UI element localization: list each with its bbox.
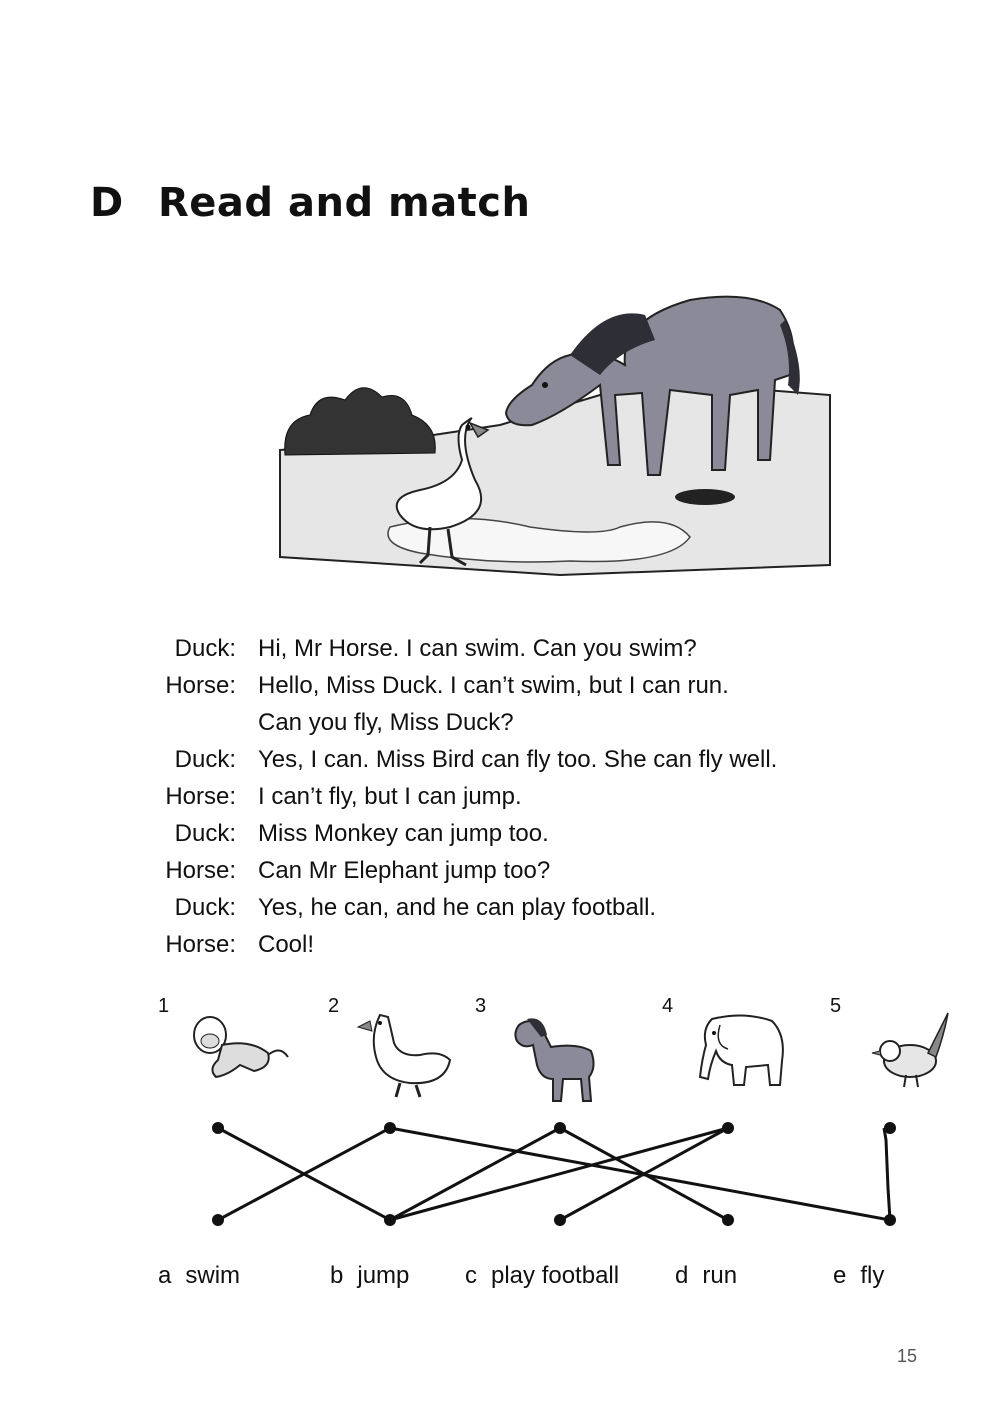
speech: Yes, I can. Miss Bird can fly too. She can fly well. [258,745,778,773]
match-line-horse-jump [390,1128,560,1220]
dialogue-line [150,741,910,778]
animal-dot [212,1122,224,1134]
monkey-icon [180,1005,290,1090]
speaker: Duck: [174,819,236,847]
animal-number: 2 [328,995,340,1017]
speaker: Horse: [165,856,236,884]
animal-pictures [150,995,950,1110]
speaker: Duck: [174,745,236,773]
speech: Can Mr Elephant jump too? [258,856,551,884]
action-letter: a [158,1262,172,1289]
match-line-elephant-football [560,1128,728,1220]
dialogue-line [150,667,910,704]
action-dot [722,1214,734,1226]
dialogue-line [150,852,910,889]
speaker: Duck: [174,893,236,921]
speech: Hi, Mr Horse. I can swim. Can you swim? [258,634,697,662]
match-line-duck-swim [218,1128,390,1220]
action-dot [384,1214,396,1226]
page-number: 15 [897,1346,918,1366]
section-heading: Read and match [158,180,531,226]
match-line-duck-fly [390,1128,890,1220]
action-item [158,1262,240,1290]
animal-number: 5 [830,995,842,1017]
speaker: Duck: [174,634,236,662]
dialogue-line [150,630,910,667]
action-labels [0,1262,1000,1292]
bush [285,388,436,455]
animal-dot [884,1122,896,1134]
match-line-elephant-jump [390,1128,728,1220]
speech: Cool! [258,930,315,958]
speech: Hello, Miss Duck. I can’t swim, but I can run. [258,671,729,699]
speech: Miss Monkey can jump too. [258,819,549,847]
bird-icon [852,1005,962,1095]
dialogue-line [150,704,910,741]
animal-number: 4 [662,995,674,1017]
action-label: swim [185,1262,241,1289]
action-dot [554,1214,566,1226]
animal-dot [722,1122,734,1134]
elephant-icon [684,1005,794,1090]
action-item [675,1262,737,1290]
dialogue-line [150,926,910,963]
animal-dot [384,1122,396,1134]
speaker: Horse: [165,930,236,958]
action-letter: d [675,1262,689,1289]
match-line-monkey-jump [218,1128,390,1220]
duck-and-horse-illustration [270,265,840,585]
speech: Can you fly, Miss Duck? [258,708,514,736]
speech: I can’t fly, but I can jump. [258,782,522,810]
action-dot [884,1214,896,1226]
dialogue-line [150,815,910,852]
action-item [833,1262,884,1290]
speech: Yes, he can, and he can play football. [258,893,657,921]
action-label: play football [491,1262,620,1289]
horse-icon [497,1005,607,1105]
dialogue-line [150,889,910,926]
match-line-horse-run [560,1128,728,1220]
dialogue-line [150,778,910,815]
animal-dot [554,1122,566,1134]
animal-number: 1 [158,995,170,1017]
match-line-bird-fly [884,1128,890,1220]
action-label: jump [357,1262,410,1289]
action-label: run [702,1262,738,1289]
action-letter: b [330,1262,344,1289]
section-title [90,180,531,226]
duck-icon [350,1005,460,1100]
action-letter: c [465,1262,477,1289]
animal-number: 3 [475,995,487,1017]
action-dot [212,1214,224,1226]
speaker: Horse: [165,671,236,699]
speaker: Horse: [165,782,236,810]
action-letter: e [833,1262,847,1289]
dialogue [150,630,910,963]
action-item [465,1262,619,1290]
action-item [330,1262,409,1290]
section-letter: D [90,180,124,226]
action-label: fly [860,1262,885,1289]
